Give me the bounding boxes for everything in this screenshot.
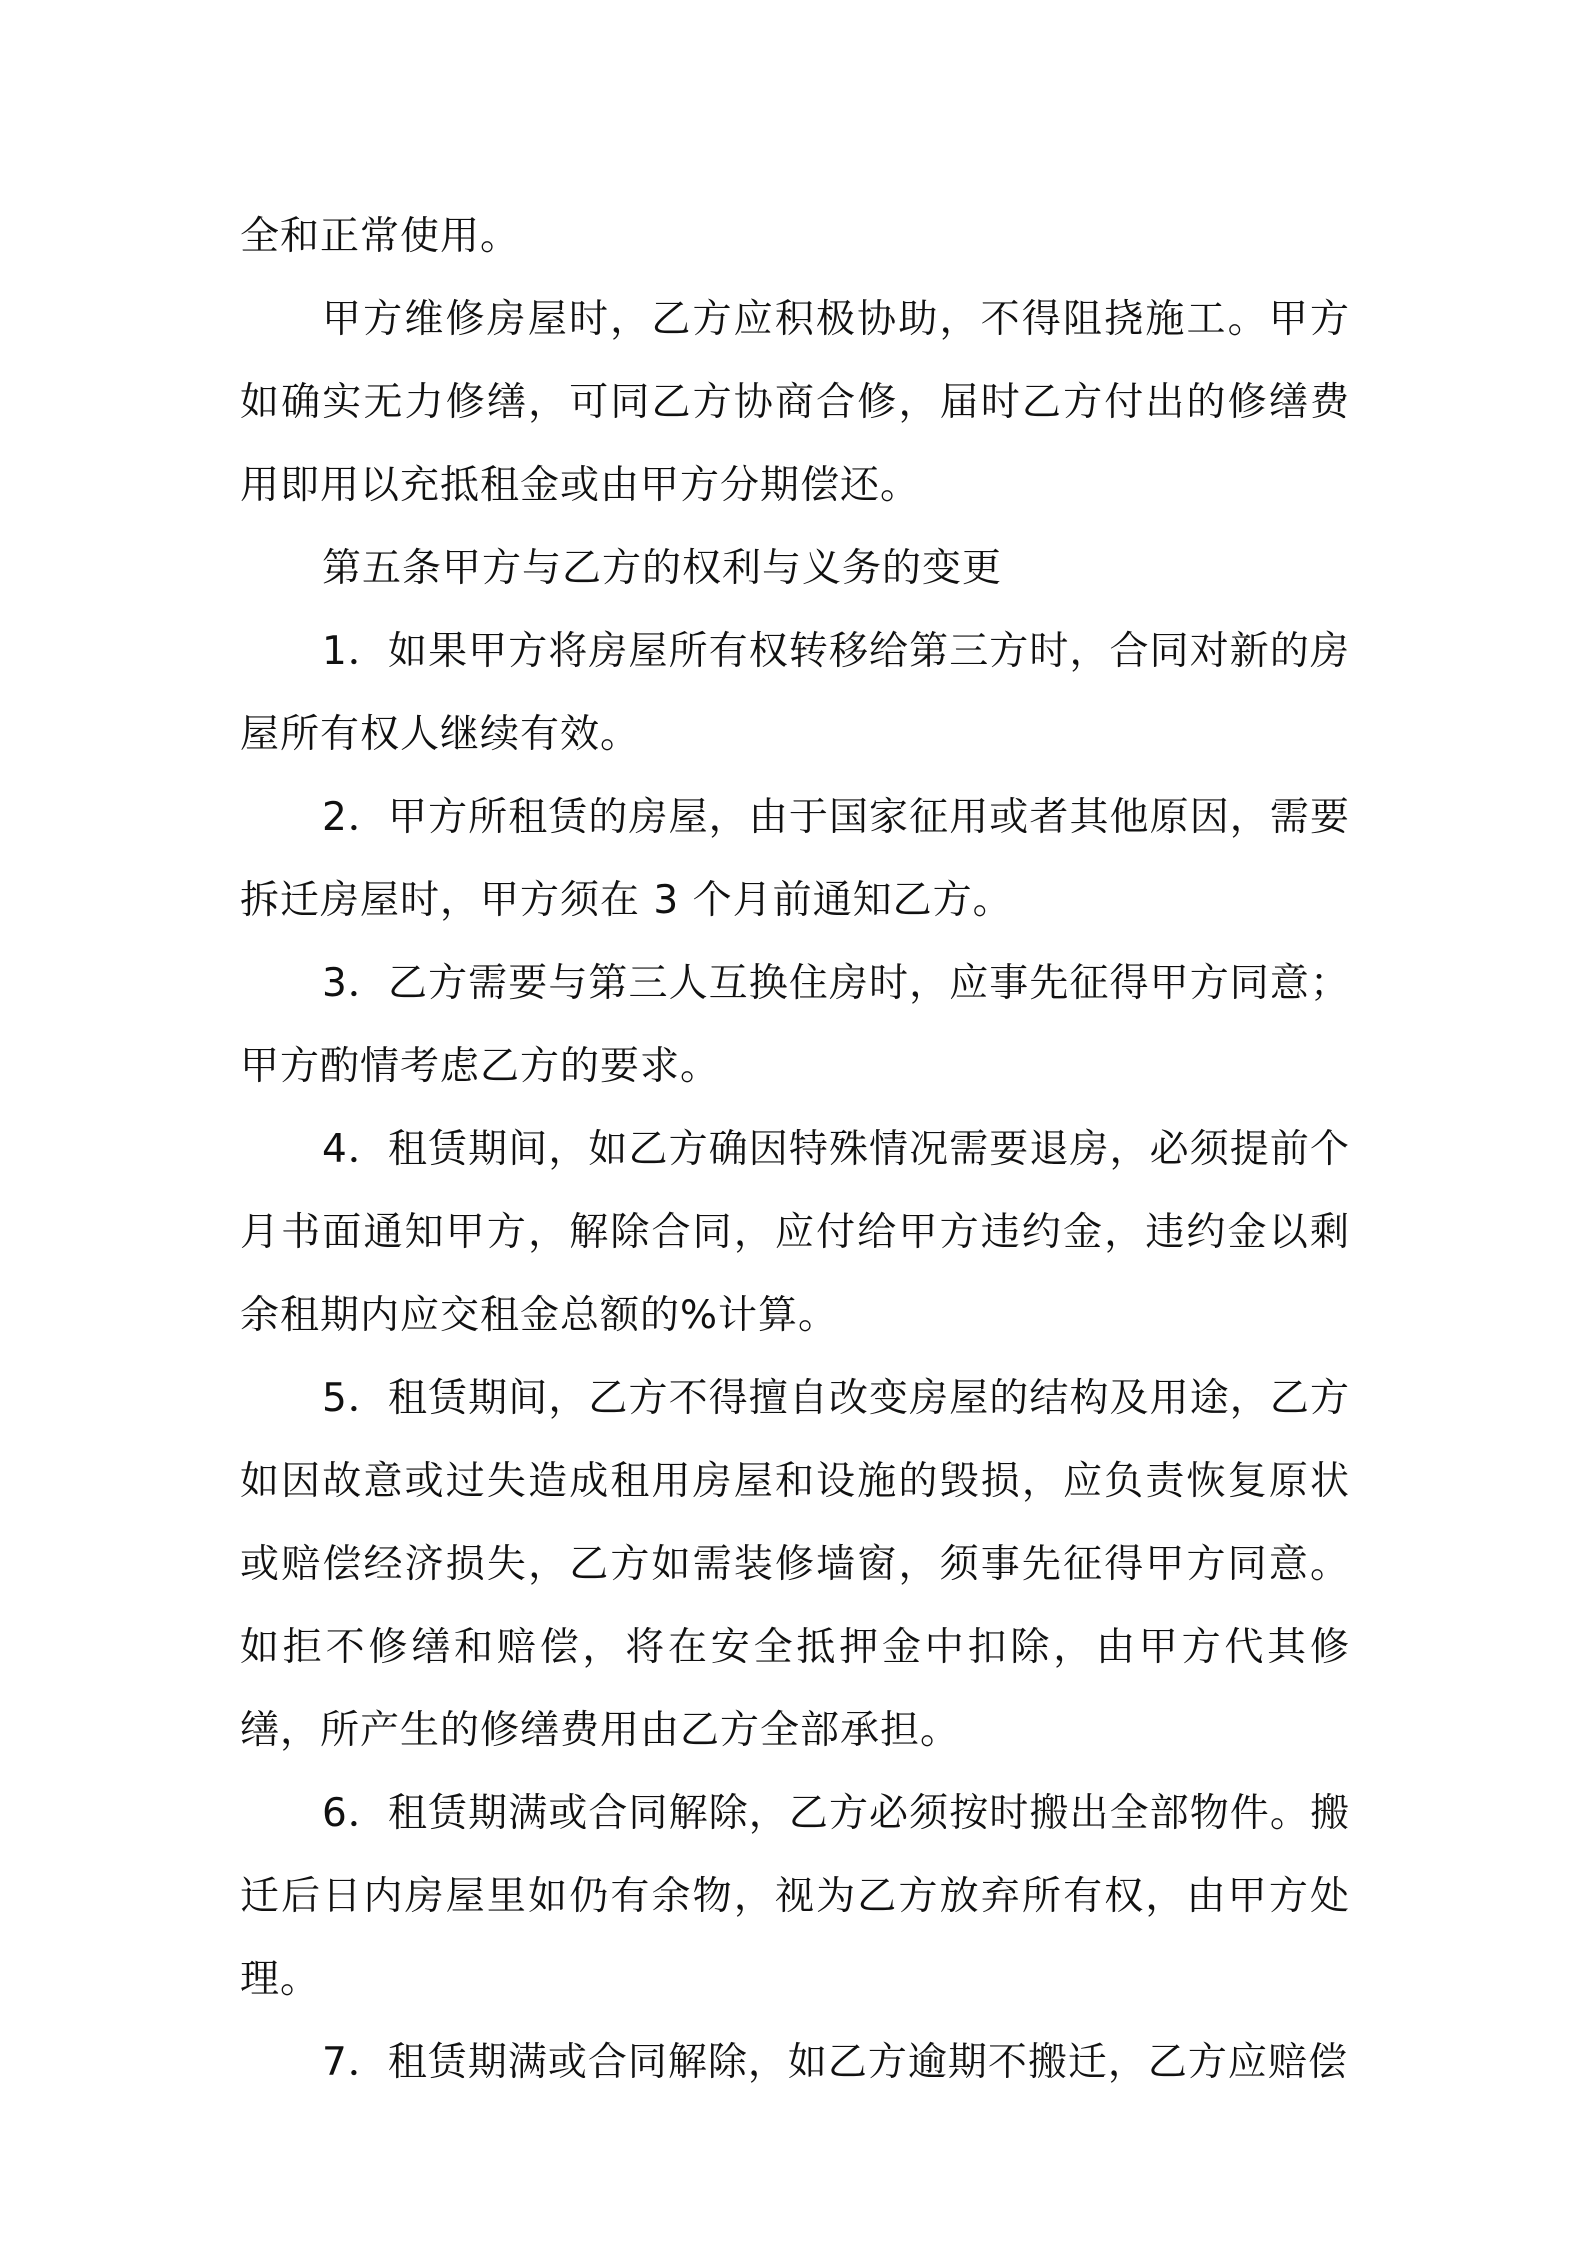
paragraph-continuation: 全和正常使用。 <box>240 214 521 259</box>
clause-2: 2．甲方所租赁的房屋，由于国家征用或者其他原因，需要拆迁房屋时，甲方须在 3 个月前通知乙方。 <box>240 795 1350 923</box>
section-heading-article-5: 第五条甲方与乙方的权利与义务的变更 <box>322 546 1003 591</box>
clause-5: 5．租赁期间，乙方不得擅自改变房屋的结构及用途，乙方如因故意或过失造成租用房屋和设施的毁损，应负责恢复原状或赔偿经济损失，乙方如需装修墙窗，须事先征得甲方同意。如拒不修缮和赔偿，将在安全抵押金中扣除，由甲方代其修缮，所产生的修缮费用由乙方全部承担。 <box>240 1376 1350 1753</box>
clause-1: 1．如果甲方将房屋所有权转移给第三方时，合同对新的房屋所有权人继续有效。 <box>240 629 1350 757</box>
document-body <box>240 195 1350 2104</box>
clause-7: 7．租赁期满或合同解除，如乙方逾期不搬迁，乙方应赔偿 <box>322 2040 1348 2085</box>
clause-6: 6．租赁期满或合同解除，乙方必须按时搬出全部物件。搬迁后日内房屋里如仍有余物，视为乙方放弃所有权，由甲方处理。 <box>240 1791 1350 2002</box>
paragraph-repair: 甲方维修房屋时，乙方应积极协助，不得阻挠施工。甲方如确实无力修缮，可同乙方协商合修，届时乙方付出的修缮费用即用以充抵租金或由甲方分期偿还。 <box>240 297 1350 508</box>
clause-4: 4．租赁期间，如乙方确因特殊情况需要退房，必须提前个月书面通知甲方，解除合同，应付给甲方违约金，违约金以剩余租期内应交租金总额的%计算。 <box>240 1127 1350 1338</box>
clause-3: 3．乙方需要与第三人互换住房时，应事先征得甲方同意；甲方酌情考虑乙方的要求。 <box>240 961 1350 1089</box>
